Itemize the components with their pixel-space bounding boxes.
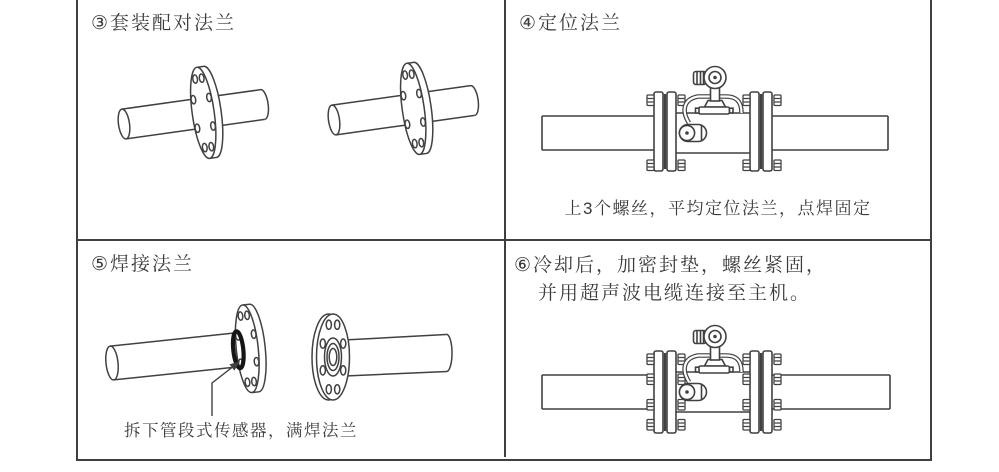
instruction-grid <box>76 0 932 461</box>
flange-pair-right <box>750 351 772 433</box>
step3-title: ③套装配对法兰 <box>91 13 237 34</box>
panel-step6 <box>506 241 930 457</box>
panel-step5 <box>78 241 504 457</box>
step4-title: ④定位法兰 <box>519 13 623 34</box>
step6-title-line1: ⑥冷却后，加密封垫，螺丝紧固， <box>514 255 828 276</box>
leader-arrow <box>212 362 239 416</box>
flange-pair-left <box>654 92 676 171</box>
step6-title-line2: 并用超声波电缆连接至主机。 <box>538 283 812 304</box>
pipe-with-welded-flange <box>101 303 269 407</box>
pipe-with-flange-left <box>112 58 274 170</box>
step5-caption: 拆下管段式传感器，满焊法兰 <box>124 422 358 440</box>
flange-pair-right <box>750 92 772 171</box>
pipe-run <box>542 113 888 153</box>
step4-caption: 上3个螺丝，平均定位法兰，点焊固定 <box>564 199 872 218</box>
panel-step4 <box>506 0 930 239</box>
transducer-and-sensor <box>679 326 741 401</box>
flange-pair-left <box>654 351 676 433</box>
pipes-with-flanges-illustration <box>78 0 504 239</box>
pipe-run <box>542 372 890 412</box>
flange-front-view-with-pipe <box>312 314 452 400</box>
pipe-with-flange-right <box>322 54 484 166</box>
transducer-and-sensor <box>679 67 741 142</box>
step5-title: ⑤焊接法兰 <box>91 254 195 275</box>
panel-step3 <box>78 0 504 239</box>
spool-bolted-illustration <box>506 241 930 457</box>
